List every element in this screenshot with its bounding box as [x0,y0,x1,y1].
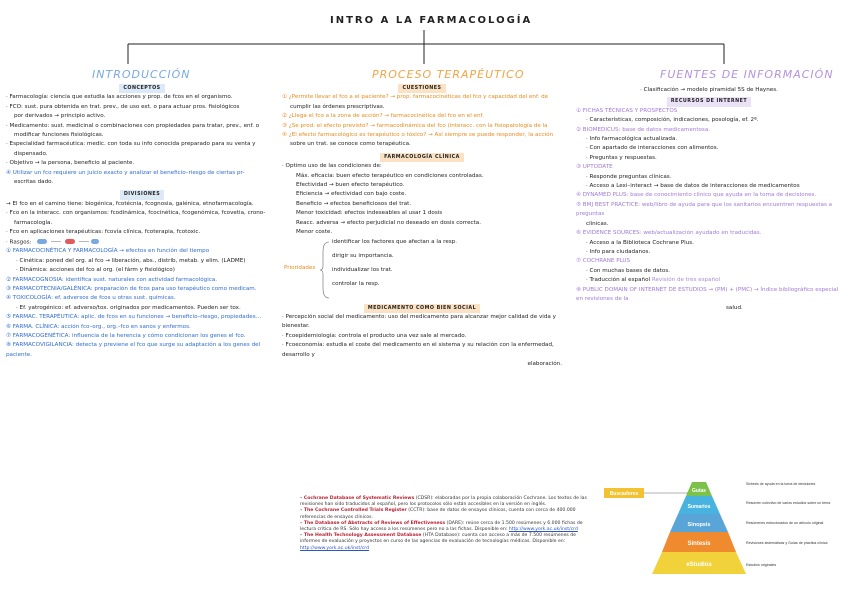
division-subline: ④ TOXICOLOGÍA: ef. adversos de fcos u otras sust. químicas. [6,295,176,302]
resource-item: ④ DYNAMED PLUS: base de conocimiento clínico que ayuda en la toma de decisiones. [576,192,817,199]
clinical-line: Reacc. adversa → efecto perjudicial no deseado en dosis correcta. [296,219,481,226]
concept-line: · FCO: sust. pura obtenida en trat. prev., de uso ext. o para actuar pros. fisiológicos [6,103,240,110]
resource-item: ⑧ PUBLIC DOMAIN OF INTERNET DE ESTUDIOS → (PM) + (PMC) → Índice bibliográfico especial en revisiones de la [576,286,839,302]
bien-social-tag: MEDICAMENTO COMO BIEN SOCIAL [364,304,480,313]
concept-line: por derivados → principio activo. [14,113,106,120]
social-line: · Percepción social del medicamento: uso del medicamento para alcanzar mejor calidad de vida y bienestar. [282,313,556,330]
level-label: Sinopsis [687,522,711,528]
question-line: ② ¿Llega el fco a la zona de acción? → farmacocinética del fco en el enf. [282,113,484,120]
rasgos-label: · Rasgos: [6,239,32,245]
division-line: → El fco en el camino tiene: biogénica, fcotécnia, fcognosia, galénica, etnofarmacología. [6,200,254,207]
resource-line: · Con apartado de interacciones con alimentos. [586,145,719,152]
resource-line: · Responde preguntas clínicas. [586,173,672,180]
level-desc: Revisiones sistemáticas y Guías de práctica clínica [746,541,828,545]
resource-text: · Traducción al español [586,277,651,284]
resource-line: · Con muchas bases de datos. [586,267,671,274]
priorities-brace [320,240,330,300]
db-title: – The Cochrane Controlled Trials Register [300,508,407,514]
division-subline: ⑦ FARMACOGENÉTICA: influencia de la herencia y cómo condicionan los genes el fco. [6,333,246,340]
clinical-line: Menor coste. [296,229,333,236]
fuentes-column [576,86,842,314]
resource-line: · Características, composición, indicaciones, posología, ef. 2º. [586,117,759,124]
division-subline: · Ef. yatrogénico: ef. adverso/tox. originados por medicamentos. Pueden ser tox. [16,304,241,311]
social-line: · Fcoepidemiología: controla el producto una vez sale al mercado. [282,332,467,339]
resource-item: ⑤ BMJ BEST PRACTICE: web/libro de ayuda para que los sanitarios encuentren respuestas a preguntas [576,201,833,218]
division-subline: ⑤ FARMAC. TERAPÉUTICA: aplic. de fcos en su funciones → beneficio–riesgo, propiedades… [6,314,262,321]
division-subline: · Cinética: poned del org. al fco → liberación, abs., distrib, metab. y elim. (LADME) [16,257,246,264]
concept-line: · Especialidad farmacéutica: medic. con toda su info conocida preparado para su venta y [6,141,256,148]
resource-item: ⑦ COCHRANE PLUS [576,258,631,265]
cochrane-databases-note [300,496,588,552]
capsule-icons [33,238,103,246]
question-line: cumplir las órdenes prescriptivas. [290,103,385,110]
resource-line: · Acceso a Lexi–interact → base de datos de interacciones de medicamentos [586,183,800,190]
question-line: ④ ¿El efecto farmacológico es terapéutico o tóxico? → Así siempre se puede responder, la acción [282,132,554,139]
priorities-label: Prioridades [284,264,316,271]
clinical-line: Efectividad → buen efecto terapéutico. [296,182,405,189]
db-link[interactable]: http://www.york.ac.uk/inst/crd [300,545,370,551]
buscadores-label: Buscadores [609,491,639,497]
cuestiones-tag: CUESTIONES [398,84,445,93]
clinical-line: Máx. eficacia: buen efecto terapéutico en condiciones controladas. [296,172,484,179]
resource-line: · Info para ciudadanos. [586,248,651,255]
resource-item: ① FICHAS TÉCNICAS Y PROSPECTOS [576,107,678,114]
resource-line [576,276,842,285]
priority-item: identificar los factores que afectan a la resp. [332,238,458,245]
divisiones-tag: DIVISIONES [120,190,164,199]
concept-line: dispensado. [14,150,48,157]
db-title: – The Health Technology Assessment Database [300,533,422,539]
db-link[interactable]: http://www.york.ac.uk/inst/crd [508,527,578,533]
level-desc: Resumen colectivo de varios estudios sobre un tema [746,501,831,505]
division-line: · Fco en aplicaciones terapéuticas: fcovía clínica, fcoterapia, fcotoxic. [6,229,201,236]
farm-clinica-tag: FARMACOLOGÍA CLÍNICA [380,153,464,162]
level-label: eStudios [686,562,712,568]
evidence-pyramid [596,474,842,594]
level-label: Guías [692,488,706,494]
division-subline: · Dinámica: acciones del fco al org. (el fárm y fisiológico) [16,267,175,274]
concept-line: · Objetivo → la persona, beneficio al paciente. [6,160,135,167]
db-text: (DARE): reúne cerca de 1.500 resúmenes y 6.000 fichas de lectura crítica de RS. Sólo hay acceso a los resúmenes pero no a las fichas. Disponible en: [300,520,583,533]
concept-line: · Farmacología: ciencia que estudia las acciones y prop. de fcos en el organismo. [6,94,233,101]
clinical-line: Eficiencia → efectividad con bajo coste. [296,191,407,198]
priorities-block [282,238,562,302]
fuentes-line: · Clasificación → modelo piramidal 5S de Haynes. [640,87,778,93]
db-text: (CCTR): base de datos de ensayos clínicos, cuenta con cerca de 400.000 referencias de ensayos clínicos. [300,508,576,520]
division-line [6,238,278,248]
concept-line: ④ Utilizar un fco requiere un juicio exacto y analizar el beneficio–riesgo de ciertas pr- [6,169,245,176]
resource-line: · Info farmacológica actualizada. [586,136,678,143]
proceso-column [282,84,562,369]
division-subline: ① FARMACOCINÉTICA Y FARMACOLOGÍA → efectos en función del tiempo [6,248,210,255]
division-subline: ② FARMACOGNOSIA: identifica sust. naturales con actividad farmacológica. [6,276,218,283]
resource-item: ② BIOMEDICUS: base de datos medicamentosa. [576,126,711,133]
resource-note: Revisión de tres español [651,277,721,284]
concept-line: modificar funciones fisiológicas. [14,132,104,139]
resource-line: · Preguntas y respuestas. [586,154,657,161]
resource-line: salud. [726,305,743,312]
question-line: ③ ¿Se prod. el efecto previsto? → farmacodinámica del fco (interacc. con la fisiopatología de la [282,122,548,129]
db-text: (HTA Database): cuenta con acceso a más de 7.500 resúmenes de informes de evaluación y proyectos en curso de las agencias de evaluación de tecnologías médicas. Disponible en: [300,533,577,545]
resource-item: ③ UPTODATE [576,164,613,171]
clinical-line: Beneficio → efectos beneficiosos del trat. [296,200,412,207]
level-desc: Síntesis de ayuda en la toma de decisiones [746,482,816,486]
intro-header: INTRODUCCIÓN [92,68,191,81]
db-title: – Cochrane Database of Systematic Reviews [300,496,415,501]
db-text: (CDSR): elaboradas por la propia colaboración Cochrane. Los textos de las revisiones han sido traducidos al español, pero los protocolos sólo están accesibles en la versión en inglés. [300,496,587,508]
resource-line: · Acceso a la Biblioteca Cochrane Plus. [586,239,694,246]
division-subline: ⑥ FARMA. CLÍNICA: acción fco–org., org.–fco en sanos y enfermos. [6,323,191,330]
question-line: sobre un trat. se conoce como terapéutica. [290,141,411,148]
level-label: Síntesis [687,541,711,547]
intro-column [6,84,278,360]
page-title: INTRO A LA FARMACOLOGÍA [330,15,533,26]
social-line: · Fcoeconomía: estudia el coste del medicamento en el sistema y su relación con la enfermedad, desarrollo y [282,342,554,358]
clinical-line: Menor toxicidad: efectos indeseables al usar 1 dosis [296,210,443,217]
division-subline: ③ FARMACOTECNIA/GALÉNICA: preparación de fcos para uso terapéutico como medicam. [6,286,257,293]
priority-item: dirigir su importancia. [332,252,394,259]
conceptos-tag: CONCEPTOS [119,84,164,93]
db-title: – The Database of Abstracts of Reviews of Effectiveness [300,520,446,526]
division-line: farmacología. [14,219,53,226]
level-desc: Estudios originales [746,563,777,567]
division-subline: ⑧ FARMACOVIGILANCIA: detecta y previene el fco que surge su adaptación a los genes del paciente. [6,342,261,358]
concept-line: escritas dado. [14,179,54,186]
recursos-tag: RECURSOS DE INTERNET [667,97,751,106]
level-desc: Resúmenes estructurados de un artículo original [746,521,824,525]
division-line: · Fco en la interacc. con organismos: fcodinámica, fcocinética, fcogenómica, fcovetia, crono- [6,210,266,217]
clinical-line: · Optimo uso de las condiciones de: [282,163,382,170]
fuentes-header: FUENTES DE INFORMACIÓN [660,68,834,81]
concept-line: · Medicamento: sust. medicinal o combinaciones con propiedades para tratar, prev., enf. o [6,122,260,129]
level-label: Sumarios [687,504,711,510]
priority-item: controlar la resp. [332,280,380,287]
resource-item: ⑥ EVIDENCE SOURCES: web/actualización ayudado en traducidas. [576,230,762,237]
social-line: elaboración. [527,360,562,367]
priority-item: individualizar los trat. [332,266,393,273]
proceso-header: PROCESO TERAPÉUTICO [372,68,525,81]
question-line: ① ¿Permite llevar el fco a el paciente? → prop. farmacocinéticas del fco y capacidad del enf. de [282,94,549,101]
resource-line: clínicas. [586,220,609,227]
